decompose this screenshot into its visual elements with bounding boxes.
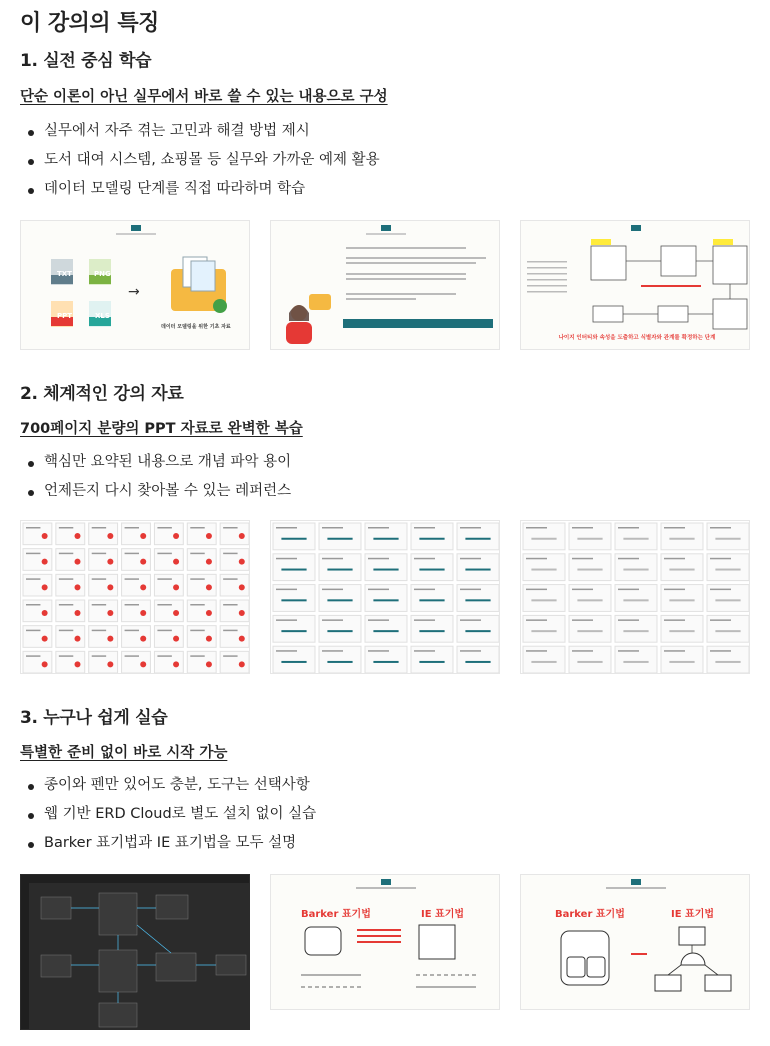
slide-caption: 데이터 모델링을 위한 기초 자료 xyxy=(161,324,231,330)
ppt-thumbnail xyxy=(122,600,151,622)
ppt-thumbnail xyxy=(89,549,118,571)
ppt-thumbnail xyxy=(154,574,183,596)
barker-label: Barker 표기법 xyxy=(555,909,625,920)
barker-label: Barker 표기법 xyxy=(301,909,371,920)
ppt-thumbnail xyxy=(56,651,85,673)
ppt-thumbnail xyxy=(56,600,85,622)
page-title: 이 강의의 특징 xyxy=(20,11,159,36)
ppt-thumbnail-grid xyxy=(270,520,500,674)
ppt-thumbnail xyxy=(154,523,183,545)
ppt-thumbnail xyxy=(56,549,85,571)
file-label: XLS xyxy=(95,312,110,320)
list-item: 언제든지 다시 찾아볼 수 있는 레퍼런스 xyxy=(26,477,291,506)
list-item: 데이터 모델링 단계를 직접 따라하며 학습 xyxy=(26,175,380,204)
ppt-thumbnail xyxy=(89,626,118,648)
section-1-bullets xyxy=(26,117,380,204)
ppt-thumbnail xyxy=(23,600,52,622)
ppt-thumbnail xyxy=(122,549,151,571)
section-3-subheading: 특별한 준비 없이 바로 시작 가능 xyxy=(20,745,228,761)
section-2-subheading: 700페이지 분량의 PPT 자료로 완벽한 복습 xyxy=(20,421,303,437)
ppt-thumbnail xyxy=(154,651,183,673)
ppt-thumbnail xyxy=(56,574,85,596)
ppt-thumbnail xyxy=(56,523,85,545)
list-item: 핵심만 요약된 내용으로 개념 파악 용이 xyxy=(26,448,291,477)
ppt-thumbnail xyxy=(122,574,151,596)
section-2-heading: 2. 체계적인 강의 자료 xyxy=(20,384,184,404)
ppt-thumbnail xyxy=(220,651,249,673)
ie-label: IE 표기법 xyxy=(421,909,465,920)
section-2-images xyxy=(20,520,750,674)
notation-comparison-slide xyxy=(270,874,500,1010)
slide-image-erd xyxy=(520,220,750,350)
ppt-thumbnail xyxy=(220,626,249,648)
list-item: 종이와 펜만 있어도 충분, 도구는 선택사항 xyxy=(26,771,316,800)
ppt-thumbnail xyxy=(89,574,118,596)
ppt-thumbnail xyxy=(187,626,216,648)
ppt-thumbnail xyxy=(187,600,216,622)
section-3-heading: 3. 누구나 쉽게 실습 xyxy=(20,708,168,728)
ppt-thumbnail xyxy=(220,523,249,545)
ppt-thumbnail-grid xyxy=(20,520,250,674)
ppt-thumbnail xyxy=(187,651,216,673)
ppt-thumbnail xyxy=(154,549,183,571)
ppt-thumbnail xyxy=(220,549,249,571)
file-label: PNG xyxy=(94,270,111,278)
list-item: Barker 표기법과 IE 표기법을 모두 설명 xyxy=(26,829,316,858)
slide-image-text xyxy=(270,220,500,350)
ppt-thumbnail xyxy=(23,549,52,571)
ie-label: IE 표기법 xyxy=(671,909,715,920)
section-1-subheading: 단순 이론이 아닌 실무에서 바로 쓸 수 있는 내용으로 구성 xyxy=(20,89,388,105)
svg-text:→: → xyxy=(128,284,140,300)
ppt-thumbnail xyxy=(154,626,183,648)
notation-comparison-slide xyxy=(520,874,750,1010)
ppt-thumbnail xyxy=(154,600,183,622)
ppt-thumbnail xyxy=(122,626,151,648)
ppt-thumbnail xyxy=(89,651,118,673)
ppt-thumbnail xyxy=(220,600,249,622)
ppt-thumbnail xyxy=(23,651,52,673)
ppt-thumbnail xyxy=(187,549,216,571)
ppt-thumbnail xyxy=(187,574,216,596)
list-item: 실무에서 자주 겪는 고민과 해결 방법 제시 xyxy=(26,117,380,146)
ppt-thumbnail xyxy=(23,523,52,545)
section-3-bullets xyxy=(26,771,316,858)
ppt-thumbnail xyxy=(89,600,118,622)
ppt-thumbnail xyxy=(122,651,151,673)
section-3-images xyxy=(20,874,750,1030)
ppt-thumbnail xyxy=(122,523,151,545)
file-label: TXT xyxy=(57,270,72,278)
ppt-thumbnail xyxy=(23,574,52,596)
slide-caption: 나이지 인터티와 속성을 도출하고 식별자와 관계를 확정하는 단계 xyxy=(558,335,716,341)
ppt-thumbnail xyxy=(89,523,118,545)
section-1-images xyxy=(20,220,750,350)
list-item: 도서 대여 시스템, 쇼핑몰 등 실무와 가까운 예제 활용 xyxy=(26,146,380,175)
slide-image-files xyxy=(20,220,250,350)
list-item: 웹 기반 ERD Cloud로 별도 설치 없이 실습 xyxy=(26,800,316,829)
ppt-thumbnail xyxy=(220,574,249,596)
ppt-thumbnail xyxy=(23,626,52,648)
ppt-thumbnail-grid xyxy=(520,520,750,674)
section-2-bullets xyxy=(26,448,291,506)
ppt-thumbnail xyxy=(56,626,85,648)
section-1-heading: 1. 실전 중심 학습 xyxy=(20,51,152,71)
ppt-thumbnail xyxy=(187,523,216,545)
file-label: PPT xyxy=(57,312,73,320)
erd-cloud-screenshot xyxy=(20,874,250,1030)
